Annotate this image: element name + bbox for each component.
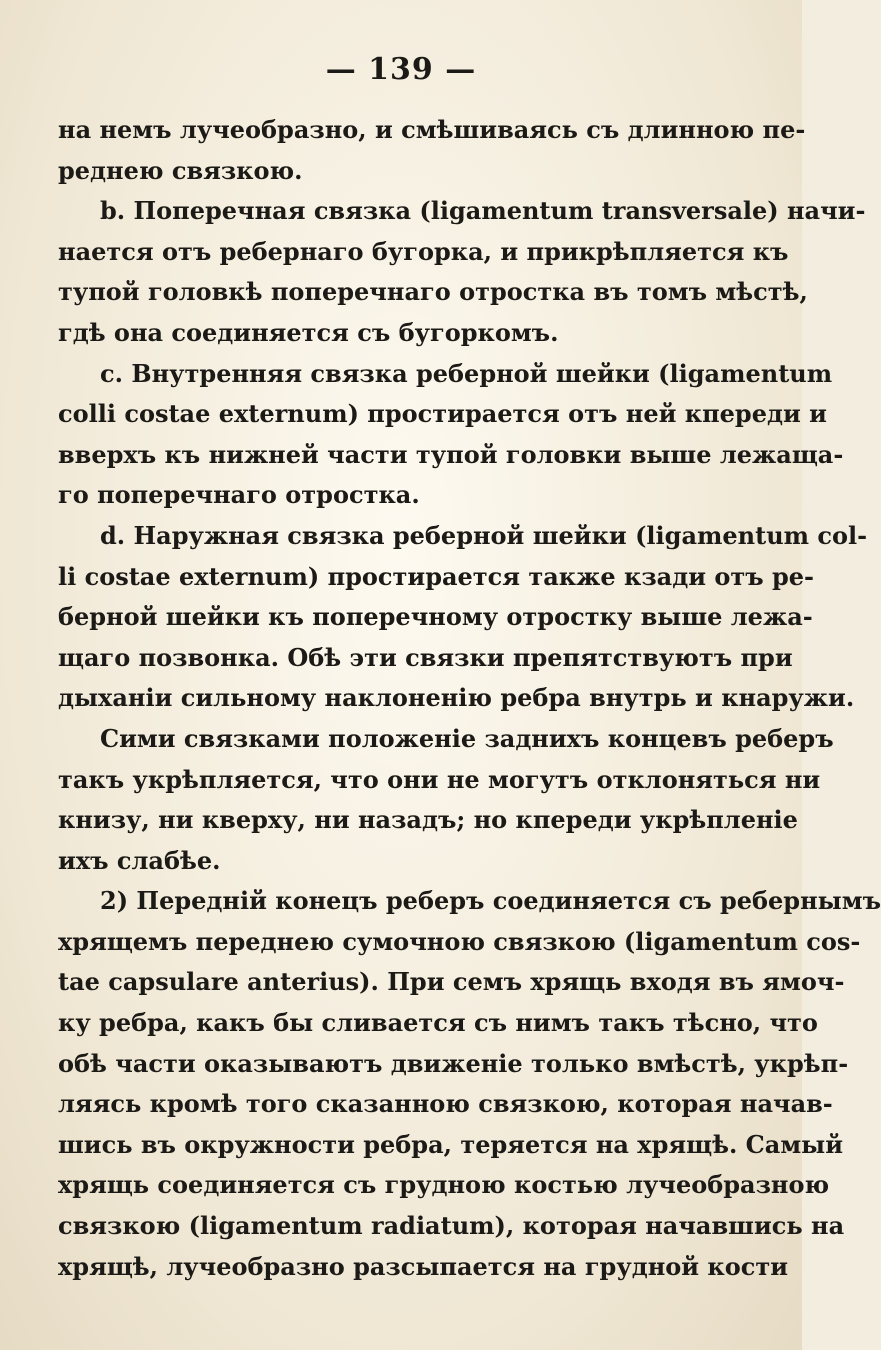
- text-line: на немъ лучеобразно, и смѣшиваясь съ длинною пе-: [58, 115, 806, 144]
- text-line: такъ укрѣпляется, что они не могутъ отклоняться ни: [58, 764, 821, 794]
- text-line: Сими связками положеніе заднихъ концевъ реберъ: [100, 723, 834, 753]
- text-line: хрящь соединяется съ грудною костью лучеобразною: [58, 1170, 830, 1200]
- text-line: берной шейки къ поперечному отростку выше лежа-: [58, 602, 813, 632]
- page-number: — 139 —: [325, 52, 477, 87]
- text-line: хрящѣ, лучеобразно разсыпается на грудной кости: [58, 1251, 789, 1281]
- text-line: colli costae externum) простирается отъ ней кпереди и: [58, 399, 827, 429]
- text-line: ихъ слабѣе.: [58, 845, 221, 875]
- text-line: книзу, ни кверху, ни назадъ; но кпереди укрѣпленіе: [58, 805, 798, 835]
- text-line: li costae externum) простирается также кзади отъ ре-: [58, 561, 814, 591]
- text-line: c. Внутренняя связка реберной шейки (ligamentum: [100, 358, 833, 388]
- text-line: d. Наружная связка реберной шейки (ligamentum col-: [100, 520, 868, 550]
- text-line: шись въ окружности ребра, теряется на хрящѣ. Самый: [58, 1129, 844, 1159]
- text-line: tae capsulare anterius). При семъ хрящь входя въ ямоч-: [58, 967, 845, 997]
- text-line: b. Поперечная связка (ligamentum transversale) начи-: [100, 196, 866, 226]
- page-body: [58, 110, 881, 1287]
- text-line: 2) Передній конецъ реберъ соединяется съ ребернымъ: [100, 886, 881, 916]
- text-line: го поперечнаго отростка.: [58, 480, 420, 510]
- text-line: ку ребра, какъ бы сливается съ нимъ такъ тѣсно, что: [58, 1008, 818, 1038]
- text-line: хрящемъ переднею сумочною связкою (ligamentum cos-: [58, 926, 861, 956]
- text-line: обѣ части оказываютъ движеніе только вмѣстѣ, укрѣп-: [58, 1048, 849, 1078]
- text-line: тупой головкѣ поперечнаго отростка въ томъ мѣстѣ,: [58, 277, 808, 307]
- text-line: дыханіи сильному наклоненію ребра внутрь и кнаружи.: [58, 683, 855, 713]
- text-line: ляясь кромѣ того сказанною связкою, которая начав-: [58, 1089, 833, 1119]
- text-line: щаго позвонка. Обѣ эти связки препятствуютъ при: [58, 642, 793, 672]
- text-line: нается отъ ребернаго бугорка, и прикрѣпляется къ: [58, 236, 789, 266]
- text-line: вверхъ къ нижней части тупой головки выше лежаща-: [58, 439, 844, 469]
- text-line: реднею связкою.: [58, 155, 303, 185]
- text-line: гдѣ она соединяется съ бугоркомъ.: [58, 317, 559, 347]
- text-line: связкою (ligamentum radiatum), которая начавшись на: [58, 1211, 845, 1241]
